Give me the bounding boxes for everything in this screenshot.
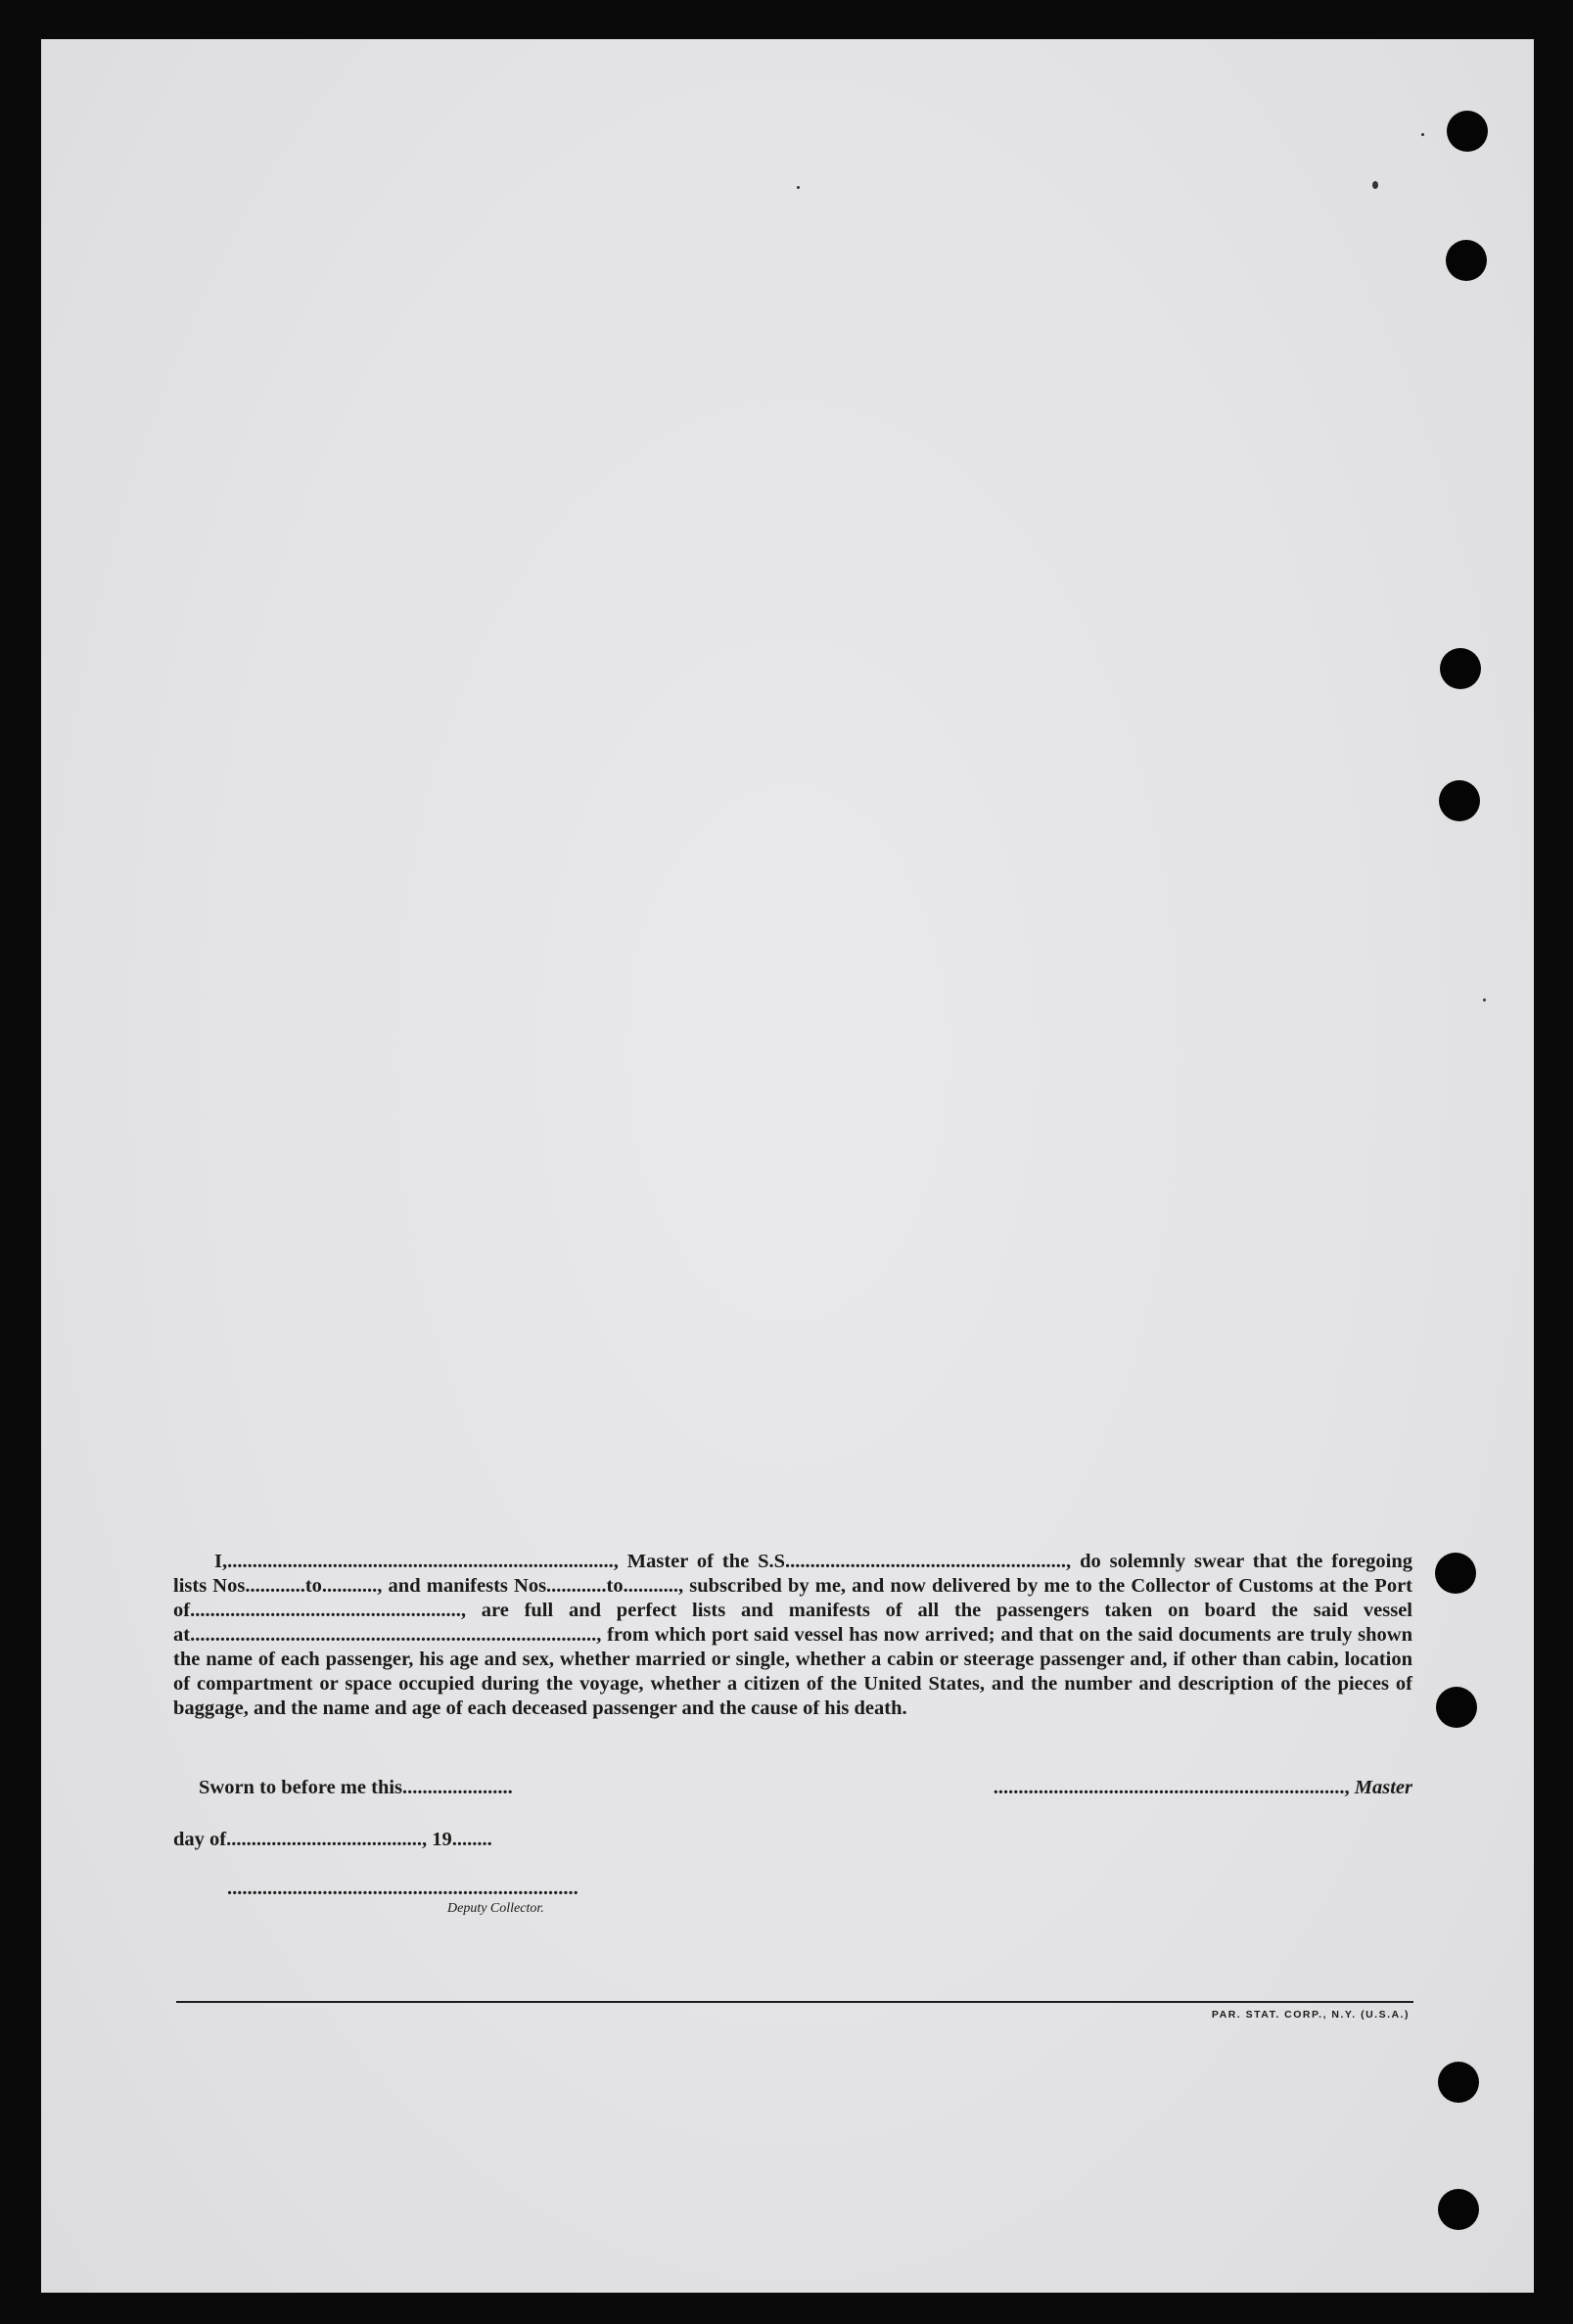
ink-speck xyxy=(1372,181,1378,189)
oath-paragraph xyxy=(173,1550,1412,1721)
master-signature-dots: ......................................................................, xyxy=(993,1777,1350,1798)
master-signature-line xyxy=(906,1777,1412,1799)
printer-imprint: PAR. STAT. CORP., N.Y. (U.S.A.) xyxy=(1211,2009,1410,2021)
deputy-collector-label: Deputy Collector. xyxy=(447,1901,544,1916)
master-label: Master xyxy=(1354,1777,1412,1798)
punch-hole xyxy=(1439,780,1480,821)
ink-speck xyxy=(797,186,800,189)
document-page xyxy=(41,39,1534,2293)
deputy-signature-line: ...................................................................... xyxy=(227,1878,578,1899)
footer-rule xyxy=(176,2001,1413,2003)
punch-hole xyxy=(1435,1553,1476,1594)
punch-hole xyxy=(1440,648,1481,689)
oath-text: I,............................................................................., Master of the S.S........................................................, do solemnly swear that the foregoing lists Nos............to..........., and manifests Nos............to..........., subscribed by me, and now delivered by me to the Collector of Customs at the Port of......................................................, are full and perfect lists and manifests of all the passengers taken on board the said vessel at................................................................................., from which port said vessel has now arrived; and that on the said documents are truly shown the name of each passenger, his age and sex, whether married or single, whether a cabin or steerage passenger and, if other than cabin, location of compartment or space occupied during the voyage, whether a citizen of the United States, and the number and description of the pieces of baggage, and the name and age of each deceased passenger and the cause of his death. xyxy=(173,1551,1412,1719)
punch-hole xyxy=(1447,111,1488,152)
day-line: day of......................................., 19........ xyxy=(173,1829,492,1850)
ink-speck xyxy=(1421,133,1424,136)
punch-hole xyxy=(1446,240,1487,281)
punch-hole xyxy=(1438,2062,1479,2103)
punch-hole xyxy=(1438,2189,1479,2230)
ink-speck xyxy=(1483,999,1486,1001)
sworn-line: Sworn to before me this...................... xyxy=(199,1777,513,1798)
punch-hole xyxy=(1436,1687,1477,1728)
